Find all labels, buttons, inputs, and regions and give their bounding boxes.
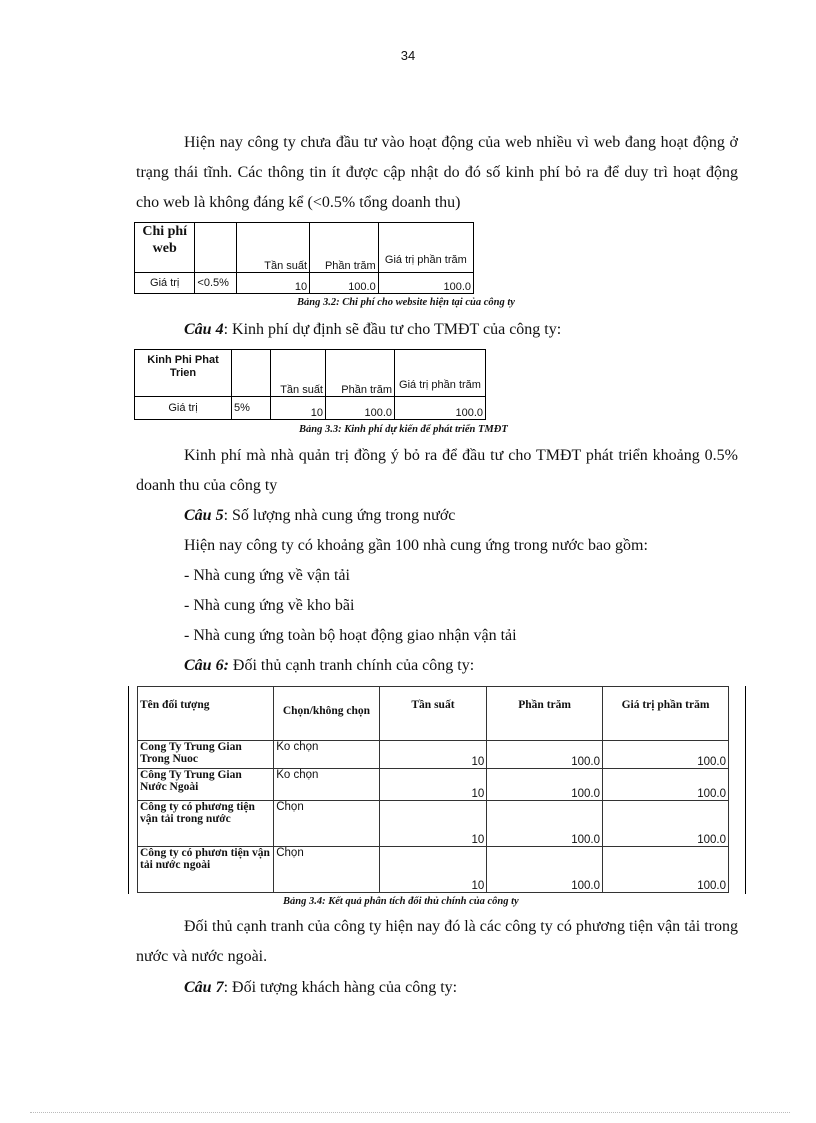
table2-pct: 100.0 <box>326 397 395 420</box>
question-5-text: : Số lượng nhà cung ứng trong nước <box>223 507 456 524</box>
caption-table-3-3: Bảng 3.3: Kinh phí dự kiến để phát triển TMĐT <box>299 424 508 435</box>
question-4 <box>184 315 561 345</box>
table-row <box>138 801 729 847</box>
table3-row4-choice: Chọn <box>274 847 379 893</box>
table3-row3-choice: Chọn <box>274 801 379 847</box>
table2-header-valid-pct: Giá trị phần trăm <box>395 350 486 397</box>
table3-row3-pct: 100.0 <box>487 801 603 847</box>
table1-freq: 10 <box>237 273 310 294</box>
table3-row2-freq: 10 <box>379 769 487 801</box>
table-planned-budget <box>134 349 486 420</box>
question-6 <box>184 651 474 681</box>
question-7-label: Câu 7 <box>184 979 224 996</box>
table3-header-freq: Tần suất <box>379 687 487 741</box>
question-7-text: : Đối tượng khách hàng của công ty: <box>223 979 458 996</box>
page-bottom-divider <box>30 1112 790 1113</box>
table3-row3-freq: 10 <box>379 801 487 847</box>
table3-row4-pct: 100.0 <box>487 847 603 893</box>
caption-table-3-4: Bảng 3.4: Kết quả phân tích đối thủ chính của công ty <box>283 896 519 907</box>
question-5-label: Câu 5 <box>184 507 224 524</box>
question-5 <box>184 501 455 531</box>
table3-row1-pct: 100.0 <box>487 741 603 769</box>
table3-row1-name: Cong Ty Trung Gian Trong Nuoc <box>138 741 274 769</box>
bullet-forwarding: - Nhà cung ứng toàn bộ hoạt động giao nhận vận tải <box>184 627 517 644</box>
question-6-text: Đối thủ cạnh tranh chính của công ty: <box>228 657 475 674</box>
table3-header-name: Tên đối tượng <box>138 687 274 741</box>
paragraph-competitors: Đối thủ cạnh tranh của công ty hiện nay đó là các công ty có phương tiện vận tải trong nước và nước ngoài. <box>136 918 738 965</box>
table3-row4-name: Công ty có phươn tiện vận tải nước ngoài <box>138 847 274 893</box>
table2-header-pct: Phần trăm <box>326 350 395 397</box>
table2-row-label: Giá trị <box>135 397 232 420</box>
paragraph-budget-plan: Kinh phí mà nhà quản trị đồng ý bỏ ra để đầu tư cho TMĐT phát triển khoảng 0.5% doanh thu của công ty <box>136 447 738 494</box>
table3-row1-choice: Ko chọn <box>274 741 379 769</box>
table3-row3-valid-pct: 100.0 <box>602 801 728 847</box>
table3-header-pct: Phần trăm <box>487 687 603 741</box>
table-web-cost <box>134 222 474 294</box>
table3-row2-valid-pct: 100.0 <box>602 769 728 801</box>
question-4-text: : Kinh phí dự định sẽ đầu tư cho TMĐT của công ty: <box>223 321 562 338</box>
table1-row-label: Giá trị <box>135 273 195 294</box>
question-7 <box>184 973 457 1003</box>
question-4-label: Câu 4 <box>184 321 224 338</box>
table-row <box>138 741 729 769</box>
table1-header-pct: Phần trăm <box>310 223 379 273</box>
table1-empty-cell <box>195 223 237 273</box>
table1-pct: 100.0 <box>310 273 379 294</box>
table2-header-freq: Tần suất <box>271 350 326 397</box>
paragraph-suppliers: Hiện nay công ty có khoảng gần 100 nhà cung ứng trong nước bao gồm: <box>184 537 648 554</box>
intro-paragraph: Hiện nay công ty chưa đầu tư vào hoạt động của web nhiều vì web đang hoạt động ở trạng thái tĩnh. Các thông tin ít được cập nhật do đó số kinh phí bỏ ra để duy trì hoạt động cho web là không đáng kể (<0.5% tổng doanh thu) <box>136 134 738 211</box>
caption-table-3-2: Bảng 3.2: Chi phí cho website hiện tại của công ty <box>297 297 515 308</box>
table1-header-freq: Tần suất <box>237 223 310 273</box>
table3-row4-freq: 10 <box>379 847 487 893</box>
table3-row4-valid-pct: 100.0 <box>602 847 728 893</box>
table2-title: Kinh Phi Phat Trien <box>135 350 232 397</box>
table2-valid-pct: 100.0 <box>395 397 486 420</box>
table3-row3-name: Công ty có phương tiện vận tải trong nước <box>138 801 274 847</box>
table3-row1-valid-pct: 100.0 <box>602 741 728 769</box>
table2-freq: 10 <box>271 397 326 420</box>
table3-row2-choice: Ko chọn <box>274 769 379 801</box>
question-6-label: Câu 6: <box>184 657 229 674</box>
table2-empty-cell <box>232 350 271 397</box>
table-competitors <box>137 686 729 893</box>
table3-frame-left <box>128 686 129 894</box>
table3-row2-name: Công Ty Trung Gian Nước Ngoài <box>138 769 274 801</box>
bullet-transport: - Nhà cung ứng về vận tải <box>184 567 350 584</box>
table3-frame-right <box>745 686 746 894</box>
page-number: 34 <box>400 48 416 63</box>
table1-header-valid-pct: Giá trị phần trăm <box>378 223 473 273</box>
table3-row1-freq: 10 <box>379 741 487 769</box>
table2-row-value: 5% <box>232 397 271 420</box>
table-row <box>138 847 729 893</box>
table1-title: Chi phí web <box>135 223 195 273</box>
table-row <box>138 769 729 801</box>
bullet-warehouse: - Nhà cung ứng về kho bãi <box>184 597 355 614</box>
table3-header-choice: Chọn/không chọn <box>274 687 379 741</box>
table3-header-valid-pct: Giá trị phần trăm <box>602 687 728 741</box>
table1-valid-pct: 100.0 <box>378 273 473 294</box>
table3-row2-pct: 100.0 <box>487 769 603 801</box>
table1-row-value: <0.5% <box>195 273 237 294</box>
